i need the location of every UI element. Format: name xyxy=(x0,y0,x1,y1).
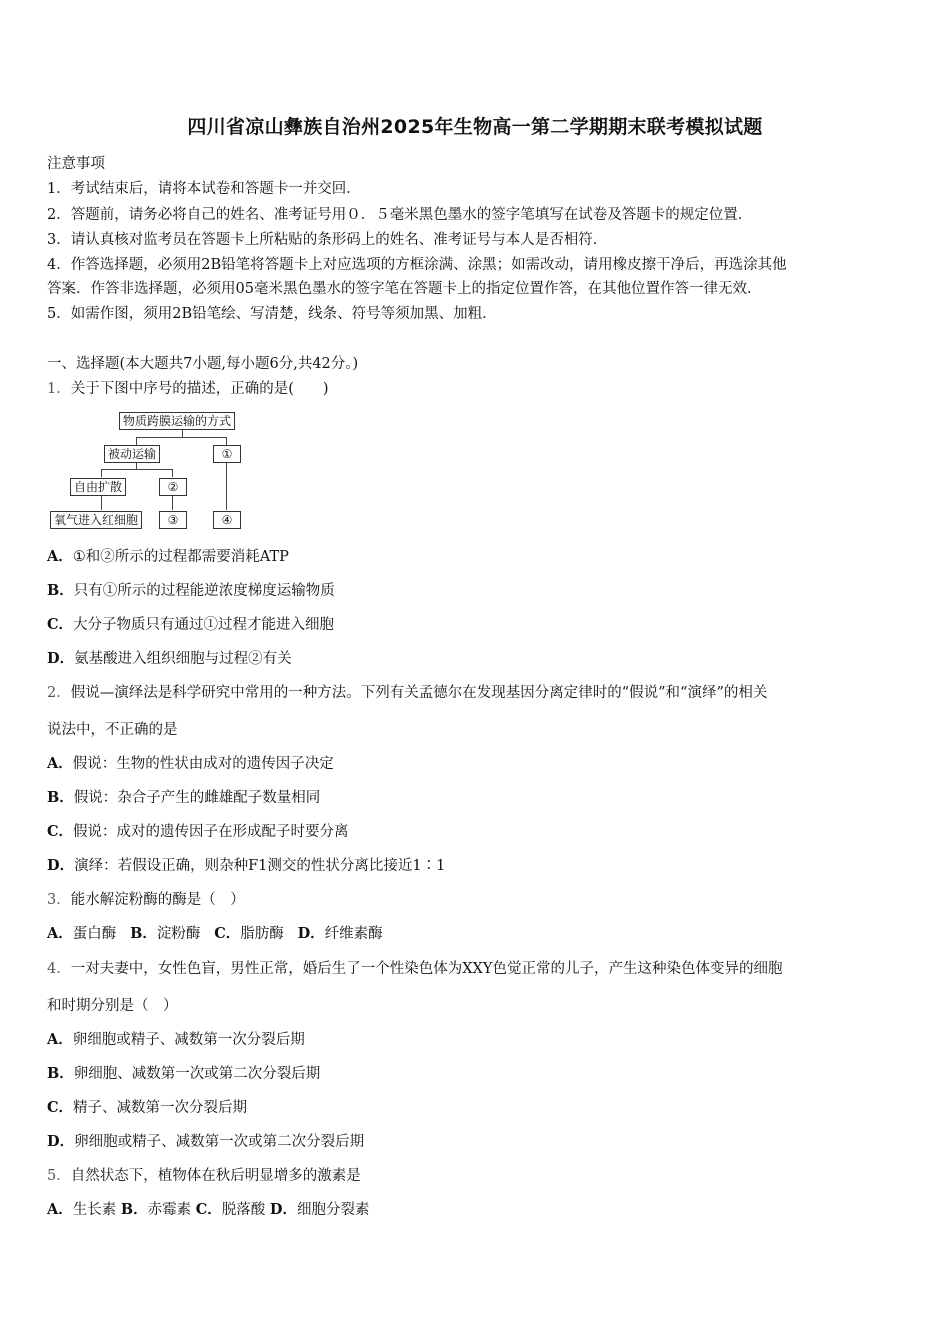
option-text: 精子、减数第一次分裂后期 xyxy=(73,1100,248,1116)
diagram-passive-box: 被动运输 xyxy=(104,445,160,463)
option-text: 氨基酸进入组织细胞与过程②有关 xyxy=(74,651,292,667)
diagram-root-box: 物质跨膜运输的方式 xyxy=(119,412,235,430)
option-text: 纤维素酶 xyxy=(324,926,383,942)
diagram-label-2: ② xyxy=(159,478,187,496)
option-text: 假说：成对的遗传因子在形成配子时要分离 xyxy=(73,824,349,840)
question-3 xyxy=(47,888,245,909)
option-text: 脱落酸 xyxy=(221,1202,266,1218)
option-d xyxy=(47,1130,364,1151)
option-text: 大分子物质只有通过①过程才能进入细胞 xyxy=(73,617,335,633)
notice-item: 4．作答选择题，必须用2B铅笔将答题卡上对应选项的方框涂满、涂黑；如需改动，请用橡皮擦干净后，再选涂其他 xyxy=(47,257,787,273)
option-c xyxy=(47,613,334,634)
option-letter: A． xyxy=(47,1201,73,1218)
option-letter: C． xyxy=(195,1201,222,1218)
section-heading: 一、选择题(本大题共7小题,每小题6分,共42分。) xyxy=(47,356,359,372)
notice-item: 答案．作答非选择题，必须用05毫米黑色墨水的签字笔在答题卡上的指定位置作答，在其他位置作答一律无效． xyxy=(47,281,762,297)
diagram-diffusion-box: 自由扩散 xyxy=(70,478,126,496)
question-2 xyxy=(47,681,767,702)
option-text: ①和②所示的过程都需要消耗ATP xyxy=(72,549,289,565)
notice-item: 5．如需作图，须用2B铅笔绘、写清楚，线条、符号等须加黑、加粗． xyxy=(47,306,497,322)
option-text: 淀粉酶 xyxy=(156,926,201,942)
option-text: 蛋白酶 xyxy=(72,926,117,942)
question-5 xyxy=(47,1164,361,1185)
question-number: 3． xyxy=(47,892,71,908)
option-text: 细胞分裂素 xyxy=(296,1202,370,1218)
question-stem: 一对夫妻中，女性色盲，男性正常，婚后生了一个性染色体为XXY色觉正常的儿子，产生这种染色体变异的细胞 xyxy=(70,961,783,977)
option-letter: B． xyxy=(47,789,74,806)
option-text: 假说：生物的性状由成对的遗传因子决定 xyxy=(72,756,334,772)
option-text: 卵细胞或精子、减数第一次分裂后期 xyxy=(72,1032,305,1048)
notice-heading: 注意事项 xyxy=(47,156,105,172)
option-b xyxy=(47,786,320,807)
question-number: 5． xyxy=(47,1168,71,1184)
question-number: 4． xyxy=(47,961,71,977)
option-letter: D． xyxy=(269,1201,297,1218)
option-c xyxy=(47,1096,247,1117)
option-letter: C． xyxy=(214,925,241,942)
option-a xyxy=(47,1028,305,1049)
option-text: 脂肪酶 xyxy=(240,926,284,942)
question-stem: 关于下图中序号的描述，正确的是( ) xyxy=(70,381,329,397)
option-text: 卵细胞、减数第一次或第二次分裂后期 xyxy=(73,1066,321,1082)
diagram-oxygen-box: 氧气进入红细胞 xyxy=(50,511,142,529)
option-letter: A． xyxy=(47,925,73,942)
option-letter: A． xyxy=(47,1031,73,1048)
page-title: 四川省凉山彝族自治州2025年生物高一第二学期期末联考模拟试题 xyxy=(187,116,763,138)
option-letter: B． xyxy=(130,925,157,942)
option-b xyxy=(47,579,335,600)
question-number: 1． xyxy=(47,381,71,397)
question-stem: 假说—演绎法是科学研究中常用的一种方法。下列有关孟德尔在发现基因分离定律时的“假说”和“演绎”的相关 xyxy=(70,685,768,701)
option-letter: B． xyxy=(47,582,74,599)
option-text: 生长素 xyxy=(72,1202,117,1218)
option-letter: A． xyxy=(47,755,73,772)
option-letter: C． xyxy=(47,823,74,840)
option-text: 演绎：若假设正确，则杂种F1测交的性状分离比接近1∶1 xyxy=(74,858,446,874)
option-d xyxy=(47,854,445,875)
option-letter: B． xyxy=(47,1065,74,1082)
question-1 xyxy=(47,377,329,398)
option-letter: D． xyxy=(47,857,75,874)
transport-diagram xyxy=(47,405,257,535)
diagram-label-3: ③ xyxy=(159,511,187,529)
question-number: 2． xyxy=(47,685,71,701)
option-text: 只有①所示的过程能逆浓度梯度运输物质 xyxy=(73,583,335,599)
question-stem: 自然状态下，植物体在秋后明显增多的激素是 xyxy=(70,1168,361,1184)
question-stem-continued: 说法中，不正确的是 xyxy=(47,722,178,738)
option-letter: D． xyxy=(297,925,325,942)
option-row xyxy=(47,922,383,943)
notice-item: 1．考试结束后，请将本试卷和答题卡一并交回． xyxy=(47,181,361,197)
option-text: 赤霉素 xyxy=(147,1202,192,1218)
diagram-label-4: ④ xyxy=(213,511,241,529)
option-letter: D． xyxy=(47,1133,75,1150)
option-letter: D． xyxy=(47,650,75,667)
option-letter: B． xyxy=(120,1201,148,1218)
option-b xyxy=(47,1062,320,1083)
option-letter: C． xyxy=(47,616,74,633)
option-text: 假说：杂合子产生的雌雄配子数量相同 xyxy=(73,790,321,806)
question-stem: 能水解淀粉酶的酶是（ ） xyxy=(70,892,245,908)
notice-item: 3．请认真核对监考员在答题卡上所粘贴的条形码上的姓名、准考证号与本人是否相符． xyxy=(47,232,608,248)
diagram-label-1: ① xyxy=(213,445,241,463)
option-letter: C． xyxy=(47,1099,74,1116)
option-letter: A． xyxy=(47,548,73,565)
notice-item: 2．答题前，请务必将自己的姓名、准考证号用０．５毫米黑色墨水的签字笔填写在试卷及答题卡的规定位置． xyxy=(47,207,753,223)
question-stem-continued: 和时期分别是（ ） xyxy=(47,998,178,1014)
option-a xyxy=(47,545,289,566)
option-d xyxy=(47,647,292,668)
option-a xyxy=(47,752,334,773)
question-4 xyxy=(47,957,782,978)
option-row xyxy=(47,1198,369,1219)
option-c xyxy=(47,820,349,841)
option-text: 卵细胞或精子、减数第一次或第二次分裂后期 xyxy=(74,1134,365,1150)
